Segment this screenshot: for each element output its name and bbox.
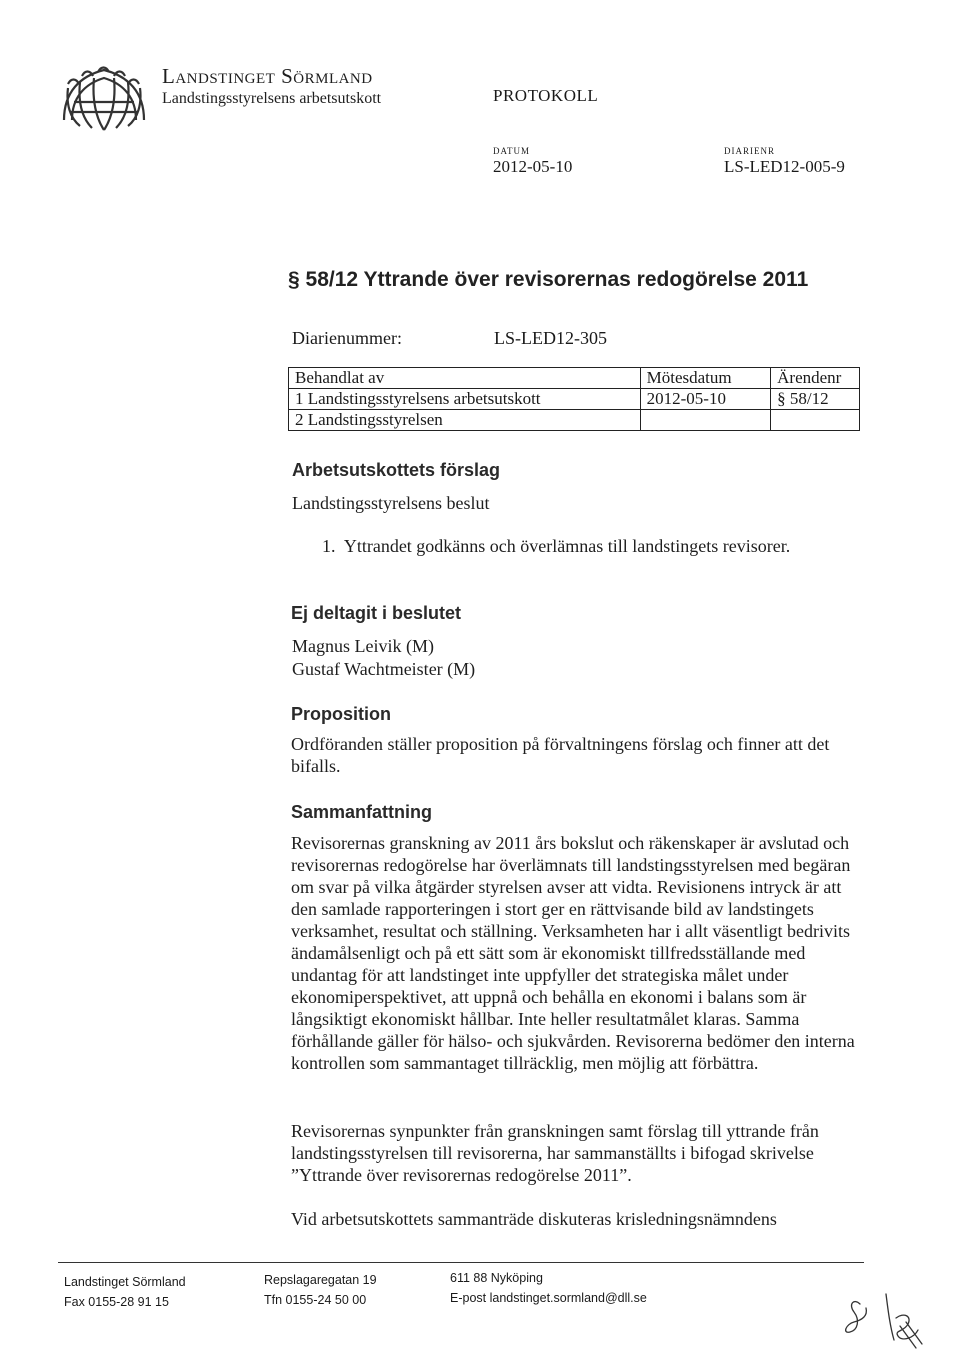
proposal-subheading: Landstingsstyrelsens beslut bbox=[292, 493, 490, 513]
handled-by-table bbox=[288, 367, 860, 431]
organization-subtitle: Landstingsstyrelsens arbetsutskott bbox=[162, 90, 382, 107]
table-header-cell: Ärendenr bbox=[771, 368, 860, 389]
document-type: PROTOKOLL bbox=[493, 86, 599, 105]
proposition-text: Ordföranden ställer proposition på förvaltningens förslag och finner att det bifalls. bbox=[291, 734, 830, 776]
landstinget-sormland-logo-icon bbox=[58, 62, 150, 134]
summary-paragraph: Revisorernas granskning av 2011 års bokslut och räkenskaper är avslutad och revisorernas redogörelse har överlämnats till landstingsstyrelsen med begäran om svar på vilka åtgärder styrelsen avser att vidta. Revisionens intryck är att den samlade rapporteringen i stort ger en rättvisande bild av landstingets verksamhet, resultat och ställning. Verksamheten har i allt väsentligt bedrivits ändamålsenligt och på ett sätt som är ekonomiskt tillfredsställande med undantag för att landstinget inte uppfyller det strategiska målet under ekonomiperspektivet, att uppnå och behålla en ekonomi i balans som är långsiktigt ekonomiskt hållbar. Inte heller resultatmålet klaras. Samma förhållande gäller för hälso- och sjukvården. Revisorerna bedömer den interna kontrollen som sammantaget tillräcklig, men möjlig att förbättra. bbox=[291, 833, 855, 1073]
summary-heading: Sammanfattning bbox=[291, 802, 433, 822]
table-header-row bbox=[289, 368, 860, 389]
table-cell: 2 Landstingsstyrelsen bbox=[289, 410, 641, 431]
table-cell bbox=[640, 410, 771, 431]
proposal-heading: Arbetsutskottets förslag bbox=[292, 460, 501, 480]
person-name: Magnus Leivik (M) bbox=[292, 636, 434, 656]
organization-name: LANDSTINGET SÖRMLAND bbox=[162, 64, 373, 88]
footer-fax: Fax 0155-28 91 15 bbox=[64, 1295, 169, 1309]
diarienummer-value: LS-LED12-305 bbox=[494, 328, 607, 348]
table-cell: 2012-05-10 bbox=[640, 389, 771, 410]
handwritten-initials-icon bbox=[838, 1290, 938, 1352]
summary-paragraph: Revisorernas synpunkter från granskningen samt förslag till yttrande från landstingsstyrelsen till revisorerna, har sammanställts i bifogad skrivelse ”Yttrande över revisorernas redogörelse 2011”. bbox=[291, 1121, 819, 1185]
diarienummer-label: Diarienummer: bbox=[292, 328, 402, 348]
diarienr-value: LS-LED12-005-9 bbox=[724, 157, 845, 176]
footer-city: 611 88 Nyköping bbox=[450, 1271, 543, 1285]
page-title: § 58/12 Yttrande över revisorernas redogörelse 2011 bbox=[288, 268, 809, 291]
footer-phone: Tfn 0155-24 50 00 bbox=[264, 1293, 367, 1307]
table-cell: 1 Landstingsstyrelsens arbetsutskott bbox=[289, 389, 641, 410]
diarienr-label: DIARIENR bbox=[724, 146, 775, 156]
not-participating-heading: Ej deltagit i beslutet bbox=[291, 603, 462, 623]
footer-divider bbox=[58, 1262, 864, 1263]
footer-street: Repslagaregatan 19 bbox=[264, 1273, 377, 1287]
proposal-list-item: 1. Yttrandet godkänns och överlämnas till landstingets revisorer. bbox=[322, 536, 791, 556]
date-value: 2012-05-10 bbox=[493, 157, 573, 176]
table-header-cell: Behandlat av bbox=[289, 368, 641, 389]
table-header-cell: Mötesdatum bbox=[640, 368, 771, 389]
date-label: DATUM bbox=[493, 146, 531, 156]
table-row bbox=[289, 410, 860, 431]
footer-email: E-post landstinget.sormland@dll.se bbox=[450, 1291, 647, 1305]
table-cell: § 58/12 bbox=[771, 389, 860, 410]
summary-paragraph: Vid arbetsutskottets sammanträde diskuteras krisledningsnämndens bbox=[291, 1209, 777, 1229]
person-name: Gustaf Wachtmeister (M) bbox=[292, 659, 476, 679]
proposition-heading: Proposition bbox=[291, 704, 391, 724]
table-row bbox=[289, 389, 860, 410]
footer-organization: Landstinget Sörmland bbox=[64, 1275, 186, 1289]
table-cell bbox=[771, 410, 860, 431]
